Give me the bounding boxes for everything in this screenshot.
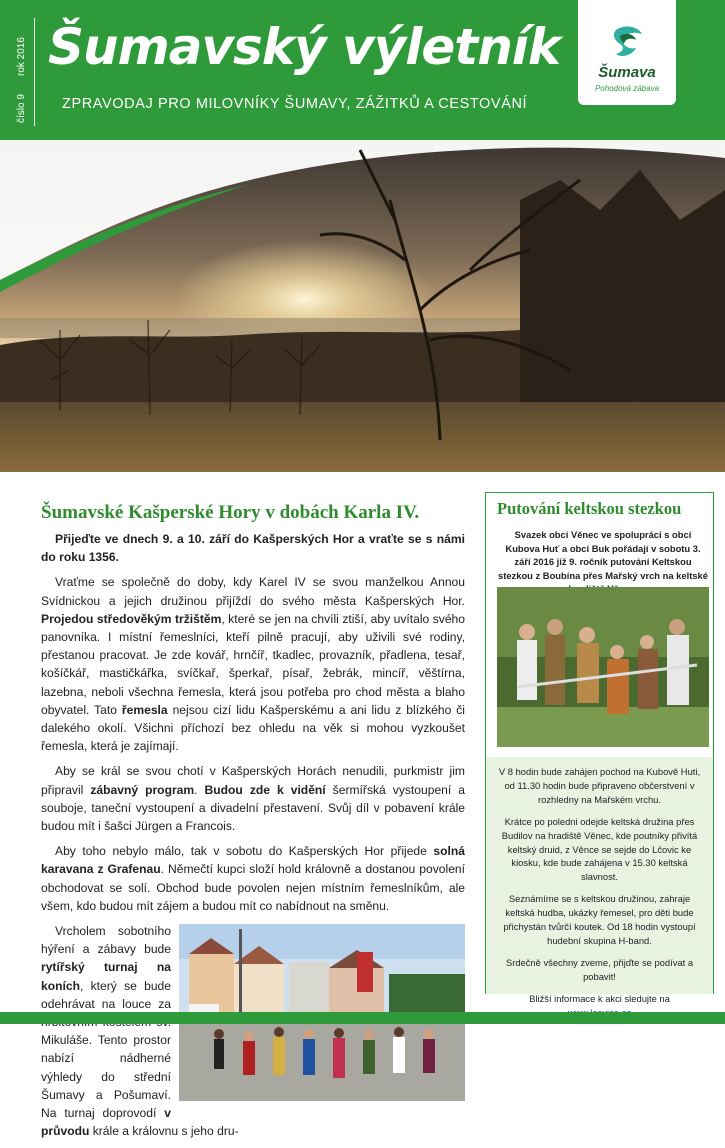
article-lead: Přijeďte ve dnech 9. a 10. září do Kašperských Hor a vraťte se s námi do roku 1356. (41, 532, 465, 565)
article-title: Šumavské Kašperské Hory v dobách Karla IV. (41, 502, 420, 523)
sumava-logo (578, 0, 676, 105)
issue-year: rok 2016 (16, 37, 27, 76)
sidebar-lead: Svazek obcí Věnec ve spolupráci s obcí Kubova Huť a obcí Buk pořádají v sobotu 3. září 2016 již 9. ročník putování Keltskou stezkou z Boubína přes Mařský vrch na keltské (498, 529, 708, 581)
logo-name: Šumava (598, 64, 656, 81)
footer-bar (0, 1012, 725, 1024)
sidebar-info-box (486, 757, 713, 1004)
masthead (0, 0, 725, 140)
sumava-logo-icon (610, 24, 646, 62)
article-body (41, 530, 465, 1148)
newsletter-subtitle: ZPRAVODAJ PRO MILOVNÍKY ŠUMAVY, ZÁŽITKŮ A CESTOVÁNÍ (62, 96, 528, 112)
celtic-group-photo (497, 587, 709, 747)
header-divider (34, 18, 35, 126)
sidebar-paragraph: Srdečně všechny zveme, přijďte se podívat a pobavit! (505, 956, 694, 982)
article-paragraph: Aby toho nebylo málo, tak v sobotu do Kašperských Hor přijede solná karavana z Grafenau. Němečtí kupci složí hold královně a dostanou povolení obchodovat se solí. Obchod bude povolen nejen místním řemeslníkům, ale všem, kdo budou mít zájem a budou mít co nabídnout na směnu. (41, 844, 466, 913)
article-paragraph: Vrcholem sobotního hýření a zábavy bude rytířský turnaj na koních, který se bude odehrávat na louce za Mikuláše. Tento prostor nabízí nádherné výhledy do střední Šumavy a Pošumaví. Na turnaj doprovodí v průvodu krále a královnu s jeho dru- (41, 924, 239, 1139)
hero-landscape-photo (0, 140, 725, 472)
sidebar-paragraph: Seznámíme se s keltskou družinou, zahraje keltská hudba, ukázky řemesel, pro děti bude přichystán tvůrčí koutek. Od 18 hodin vystoupí hudební skupina H-band. (503, 893, 696, 946)
issue-number: číslo 9 (16, 94, 27, 123)
sidebar-title: Putování keltskou stezkou (497, 499, 682, 518)
issue-info (8, 18, 32, 128)
newsletter-title: Šumavský výletník (48, 18, 561, 76)
sidebar-paragraph: Krátce po poledni odejde keltská družina přes Budilov na hradiště Věnec, kde poutníky přivítá keltský druid, z Věnce se sejde do Lčovic ke kiosku, kde bude zahájena v 15.30 keltská slavnost. (501, 815, 698, 883)
sidebar-info: Bližší informace k akci sledujte na (498, 992, 701, 1020)
sidebar-paragraph: V 8 hodin bude zahájen pochod na Kubově Huti, od 11.30 hodin bude připraveno občerstvení v rozhledny na Mařském vrchu. (498, 766, 701, 805)
article-paragraph: Vraťme se společně do doby, kdy Karel IV se svou manželkou Annou Svídnickou a jejich družinou přijíždí do svého města Kašperských Hor. Projedou středověkým tržištěm, které se jen na chvíli ztiší, aby uvítalo svého panovníka. I místní řemeslníci, kteří pilně pracují, aby uživili své rodiny, přestanou pracovat. Je zde kovář, hrnčíř, tkadlec, provazník, přadlena, tesař, košíčkář, mastičkářka, svíčkař, šperkař, písař, žebrák, mincíř, věštírna, lazebna, neboli všechna řemesla, která jsou potřeba pro chod města a blaho obyvatel. Tato řemesla nejsou cizí lidu Kašperskému a ani lidu z blízkého či dalekého okolí. Všichni příchozí bez ohledu na věk si mohou vyzkoušet řemesla, která je zajímají. (41, 575, 465, 754)
logo-tagline: Pohodová zábava (594, 84, 660, 93)
article-paragraph: Aby se král se svou chotí v Kašperských Horách nenudili, purkmistr jim připravil zábavný program. Budou zde k vidění šermířská vystoupení a souboje, taneční vystoupení a divadelní přestavení. Svůj díl v pobavení krále budou mít i šašci Jürgen a Francois. (41, 764, 465, 834)
